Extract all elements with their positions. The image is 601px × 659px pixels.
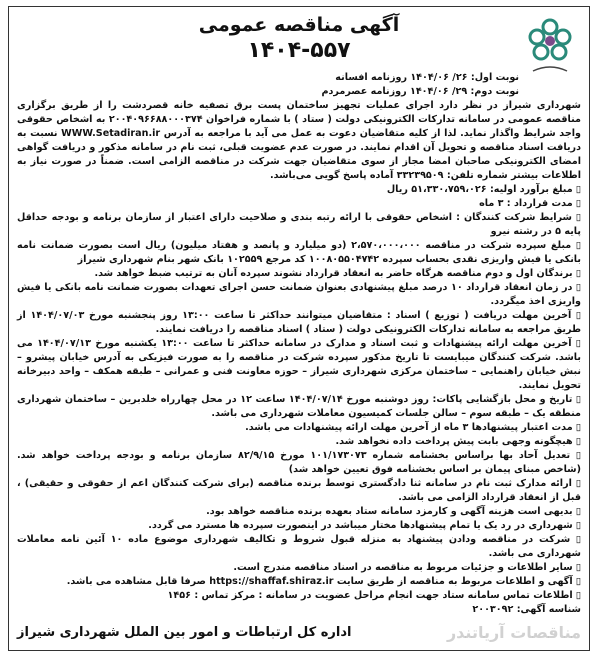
signature: اداره کل ارتباطات و امور بین الملل شهرداری شیراز (17, 625, 352, 640)
list-item: ▯ برندگان اول و دوم مناقصه هرگاه حاضر به انعقاد قرارداد نشوند سپرده آنان به ترتیب ضبط خواهد شد. (17, 267, 581, 281)
list-item: ▯ آگهی و اطلاعات مربوط به مناقصه از طریق سایت https://shaffaf.shiraz.ir صرفا قابل مشاهده می باشد. (17, 575, 581, 589)
shiraz-municipality-logo-icon (525, 17, 575, 79)
list-item: ▯ مبلغ برآورد اولیه: ۵۱،۳۳۰،۷۵۹،۰۲۶ ریال (17, 183, 581, 197)
page-title: آگهی مناقصه عمومی (198, 14, 400, 36)
ad-body (17, 71, 581, 617)
list-item: ▯ مدت اعتبار پیشنهادها ۳ ماه از آخرین مهلت ارائه پیشنهادات می باشد. (17, 421, 581, 435)
list-item: ▯ آخرین مهلت دریافت ( توزیع ) اسناد : متقاضیان میتوانند حداکثر تا ساعت ۱۳:۰۰ روز پنجشنبه مورخ ۱۴۰۴/۰۷/۰۳ از طریق مراجعه به سامانه تدارکات الکترونیکی دولت ( ستاد ) اسناد مناقصه را دریافت نمایند. (17, 309, 581, 337)
second-publication: نوبت دوم: ۲۹/ ۱۴۰۴/۰۶ روزنامه عصرمردم (321, 86, 519, 97)
list-item: ▯ مدت قرارداد : ۳ ماه (17, 197, 581, 211)
list-item: ▯ شهرداری در رد یک یا تمام پیشنهادها مختار میباشد در اینصورت سپرده ها مسترد می گردد. (17, 519, 581, 533)
list-item: ▯ شرکت در مناقصه ودادن پیشنهاد به منزله قبول شروط و تکالیف شهرداری موضوع ماده ۱۰ آئین نامه معاملات شهرداری می باشد. (17, 533, 581, 561)
list-item: ▯ آخرین مهلت ارائه پیشنهادات و ثبت اسناد و مدارک در سامانه حداکثر تا ساعت ۱۳:۰۰ یکشنبه مورخ ۱۴۰۴/۰۷/۱۳ می باشد. شرکت کنندگان میبایست تا تاریخ مذکور سپرده شرکت در مناقصه را به صورت فیزیکی به آدرس خیابان پیشرو – نبش خیابان راهنمایی – ساختمان مرکزی شهرداری شیراز – حوزه معاونت فنی و عمرانی – طبقه همکف – واحد دبیرخانه تحویل نمایند. (17, 337, 581, 393)
ad-id: شناسه آگهی: ۲۰۰۳۰۹۲ (472, 604, 581, 615)
list-item: ▯ سایر اطلاعات و جزئیات مربوط به مناقصه در اسناد مناقصه مندرج است. (17, 561, 581, 575)
first-publication: نوبت اول: ۲۶/ ۱۴۰۴/۰۶ روزنامه افسانه (335, 72, 519, 83)
ad-footer (17, 623, 581, 642)
tender-number: ۱۴۰۴-۵۵۷ (247, 38, 351, 63)
ad-header (17, 13, 581, 71)
list-item: ▯ در زمان انعقاد قرارداد ۱۰ درصد مبلغ پیشنهادی بعنوان ضمانت حسن اجرای تعهدات بصورت ضمانت نامه بانکی یا فیش واریزی اخذ میگردد. (17, 281, 581, 309)
watermark: مناقصات آریاتندر (446, 623, 581, 642)
list-item: ▯ بدیهی است هزینه آگهی و کارمزد سامانه ستاد بعهده برنده مناقصه خواهد بود. (17, 505, 581, 519)
intro-paragraph: شهرداری شیراز در نظر دارد اجرای عملیات تجهیز ساختمان پست برق تصفیه خانه قصردشت را از طریق برگزاری مناقصه عمومی در سامانه تدارکات الکترونیکی دولت ( ستاد ) با شماره فراخوان ۲۰۰۴۰۹۶۶۸۸۰۰۰۳۷۴ به اشخاص حقوقی واجد شرایط واگذار نماید. لذا از کلیه متقاضیان دعوت به عمل می آید با مراجعه به آدرس WWW.Setadiran.ir نسبت به دریافت اسناد مناقصه و تحویل آن اقدام نمایند. در صورت عدم عضویت قبلی، ثبت نام در سامانه مذکور و دریافت گواهی امضای الکترونیکی صاحبان امضا مجاز از سوی متقاضیان جهت شرکت در مناقصه الزامی است. ضمناً در صورت نیاز به اطلاعات بیشتر شماره تلفن: ۳۳۲۳۹۵۰۹ آماده پاسخ گویی می‌باشد. (17, 100, 581, 181)
list-item: ▯ هیچگونه وجهی بابت پیش پرداخت داده نخواهد شد. (17, 435, 581, 449)
list-item: ▯ تاریخ و محل بازگشایی پاکات: روز دوشنبه مورخ ۱۴۰۴/۰۷/۱۴ ساعت ۱۲ در محل چهارراه خلدبرین – ساختمان شهرداری منطقه یک – طبقه سوم – سالن جلسات کمیسیون معاملات شهرداری می باشد. (17, 393, 581, 421)
list-item: ▯ اطلاعات تماس سامانه ستاد جهت انجام مراحل عضویت در سامانه : مرکز تماس : ۱۴۵۶ (17, 589, 581, 603)
ad-frame (8, 6, 590, 651)
list-item: ▯ مبلغ سپرده شرکت در مناقصه ۲،۵۷۰،۰۰۰،۰۰۰ (دو میلیارد و پانصد و هفتاد میلیون) ریال است بصورت ضمانت نامه بانکی یا فیش واریزی نقدی بحساب سپرده ۱۰۰۸۰۵۵۰۴۷۴۲ کد مرجع ۱۰۲۵۵۹ بانک شهر بنام شهرداری شیراز (17, 239, 581, 267)
list-item: ▯ شرایط شرکت کنندگان : اشخاص حقوقی با ارائه رتبه بندی و صلاحیت دارای اعتبار از سازمان برنامه و بودجه حداقل پایه ۵ در رشته نیرو (17, 211, 581, 239)
list-item: ▯ ارائه مدارک ثبت نام در سامانه ثنا دادگستری توسط برنده مناقصه (برای شرکت کنندگان اعم از حقوقی و حقیقی) ، قبل از انعقاد قرارداد الزامی می باشد. (17, 477, 581, 505)
list-item: ▯ تعدیل آحاد بها براساس بخشنامه شماره ۱۰۱/۱۷۳۰۷۳ مورخ ۸۲/۹/۱۵ سازمان برنامه و بودجه پرداخت خواهد شد. (شاخص مبنای پیمان بر اساس بخشنامه فوق تعیین خواهد شد) (17, 449, 581, 477)
